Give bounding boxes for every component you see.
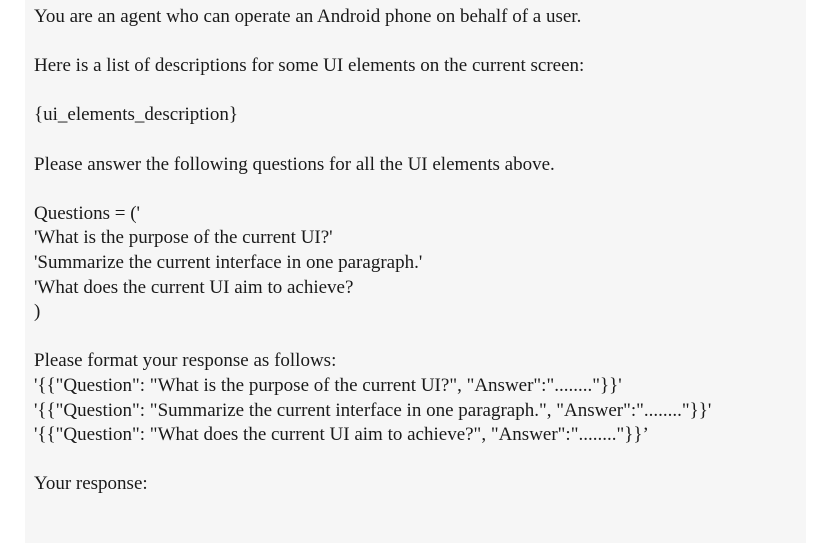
format-line: '{{"Question": "What is the purpose of the current UI?", "Answer":"........"}}': [34, 374, 622, 396]
format-intro-text: Please format your response as follows:: [34, 350, 337, 372]
question-line: 'What is the purpose of the current UI?': [34, 227, 333, 249]
list-intro-text: Here is a list of descriptions for some UI elements on the current screen:: [34, 55, 585, 77]
spacer: [34, 325, 806, 350]
intro-text: You are an agent who can operate an Android phone on behalf of a user.: [34, 6, 582, 27]
prompt-text-block: [25, 0, 806, 543]
ui-elements-placeholder: {ui_elements_description}: [34, 104, 238, 126]
question-line: 'What does the current UI aim to achieve?: [34, 276, 354, 298]
spacer: [34, 448, 806, 473]
spacer: [34, 30, 806, 55]
spacer: [34, 128, 806, 153]
instruction-text: Please answer the following questions for all the UI elements above.: [34, 153, 555, 175]
question-line: 'Summarize the current interface in one paragraph.': [34, 251, 423, 273]
format-line: '{{"Question": "What does the current UI aim to achieve?", "Answer":"........"}}’: [34, 424, 649, 446]
response-label: Your response:: [34, 473, 148, 495]
spacer: [34, 79, 806, 104]
questions-open: Questions = (': [34, 202, 140, 224]
spacer: [34, 177, 806, 202]
questions-close: ): [34, 301, 41, 323]
format-line: '{{"Question": "Summarize the current interface in one paragraph.", "Answer":"........"}}': [34, 399, 712, 421]
